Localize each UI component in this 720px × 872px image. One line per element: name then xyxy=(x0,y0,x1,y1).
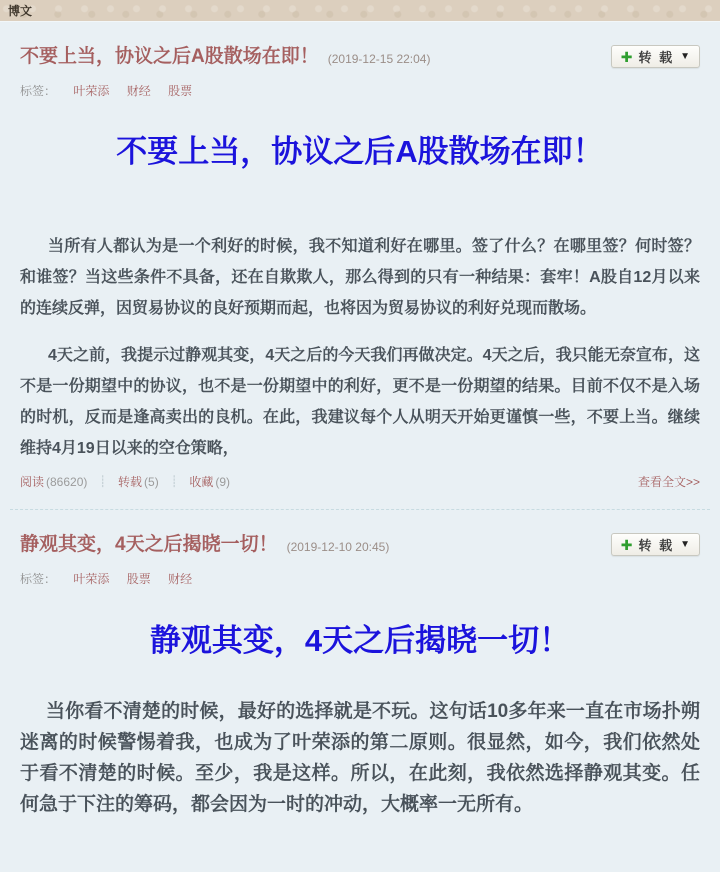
chevron-down-icon: ▼ xyxy=(680,538,690,550)
view-full-text-link[interactable]: 查看全文>> xyxy=(637,475,700,489)
tag-link[interactable]: 股票 xyxy=(168,84,193,98)
module-title: 博文 xyxy=(8,4,33,18)
repost-button[interactable] xyxy=(611,533,700,556)
chevron-down-icon: ▼ xyxy=(680,50,690,62)
tags-label: 标签： xyxy=(20,84,57,98)
stats-separator: ┊ xyxy=(170,476,178,488)
post-paragraph: 当你看不清楚的时候，最好的选择就是不玩。这句话10多年来一直在市场扑朔迷离的时候警惕着我，也成为了叶荣添的第二原则。很显然，如今，我们依然处于看不清楚的时候。至少，我是这样。所以，在此刻，我依然选择静观其变。任何急于下注的筹码，都会因为一时的冲动，大概率一无所有。 xyxy=(20,701,700,815)
post-timestamp: (2019-12-15 22:04) xyxy=(327,52,431,66)
favorite-label: 收藏 xyxy=(189,475,214,489)
favorite-count: (9) xyxy=(215,475,231,489)
repost-button[interactable] xyxy=(611,45,700,68)
read-count-link[interactable] xyxy=(20,473,87,490)
post-tags-row xyxy=(20,570,700,587)
post-title-link[interactable]: 不要上当，协议之后A股散场在即！ xyxy=(20,46,319,67)
post-body-heading: 静观其变，4天之后揭晓一切！ xyxy=(149,623,571,658)
favorite-count-link[interactable] xyxy=(189,473,230,490)
repost-label: 转载 xyxy=(118,475,143,489)
tag-link[interactable]: 叶荣添 xyxy=(73,84,110,98)
tag-link[interactable]: 股票 xyxy=(126,572,151,586)
tag-link[interactable]: 叶荣添 xyxy=(73,572,110,586)
post-header xyxy=(20,533,700,557)
post-header xyxy=(20,45,700,69)
post-paragraph: 4天之前，我提示过静观其变，4天之后的今天我们再做决定。4天之后，我只能无奈宣布，这不是一份期望中的协议，也不是一份期望中的利好，更不是一份期望的结果。目前不仅不是入场的时机，反而是逢高卖出的良机。在此，我建议每个人从明天开始更谨慎一些，不要上当。继续维持4月19日以来的空仓策略， xyxy=(20,347,700,457)
repost-count-link[interactable] xyxy=(118,473,159,490)
plus-icon: ✚ xyxy=(620,536,633,553)
post-paragraph: 当所有人都认为是一个利好的时候，我不知道利好在哪里。签了什么？在哪里签？何时签？和谁签？当这些条件不具备，还在自欺欺人，那么得到的只有一种结果：套牢！A股自12月以来的连续反弹，因贸易协议的良好预期而起，也将因为贸易协议的利好兑现而散场。 xyxy=(20,238,700,317)
post-body xyxy=(20,620,700,820)
tag-link[interactable]: 财经 xyxy=(168,572,193,586)
read-count: (86620) xyxy=(46,475,88,489)
read-label: 阅读 xyxy=(20,475,45,489)
module-header-bar xyxy=(0,0,720,22)
post-body xyxy=(20,131,700,464)
repost-button-label: 转 载 xyxy=(638,538,675,553)
post-divider xyxy=(10,509,710,510)
tag-link[interactable]: 财经 xyxy=(126,84,151,98)
blog-post xyxy=(20,533,700,820)
stats-separator: ┊ xyxy=(99,476,107,488)
post-stats-row xyxy=(20,473,700,490)
post-title-link[interactable]: 静观其变，4天之后揭晓一切！ xyxy=(20,534,278,555)
repost-button-label: 转 载 xyxy=(638,50,675,65)
plus-icon: ✚ xyxy=(620,48,633,65)
repost-count: (5) xyxy=(144,475,159,489)
blog-post-list xyxy=(0,45,720,820)
tags-label: 标签： xyxy=(20,572,57,586)
post-body-heading: 不要上当，协议之后A股散场在即！ xyxy=(116,134,604,169)
blog-post xyxy=(20,45,700,510)
post-tags-row xyxy=(20,82,700,99)
post-timestamp: (2019-12-10 20:45) xyxy=(286,540,390,554)
